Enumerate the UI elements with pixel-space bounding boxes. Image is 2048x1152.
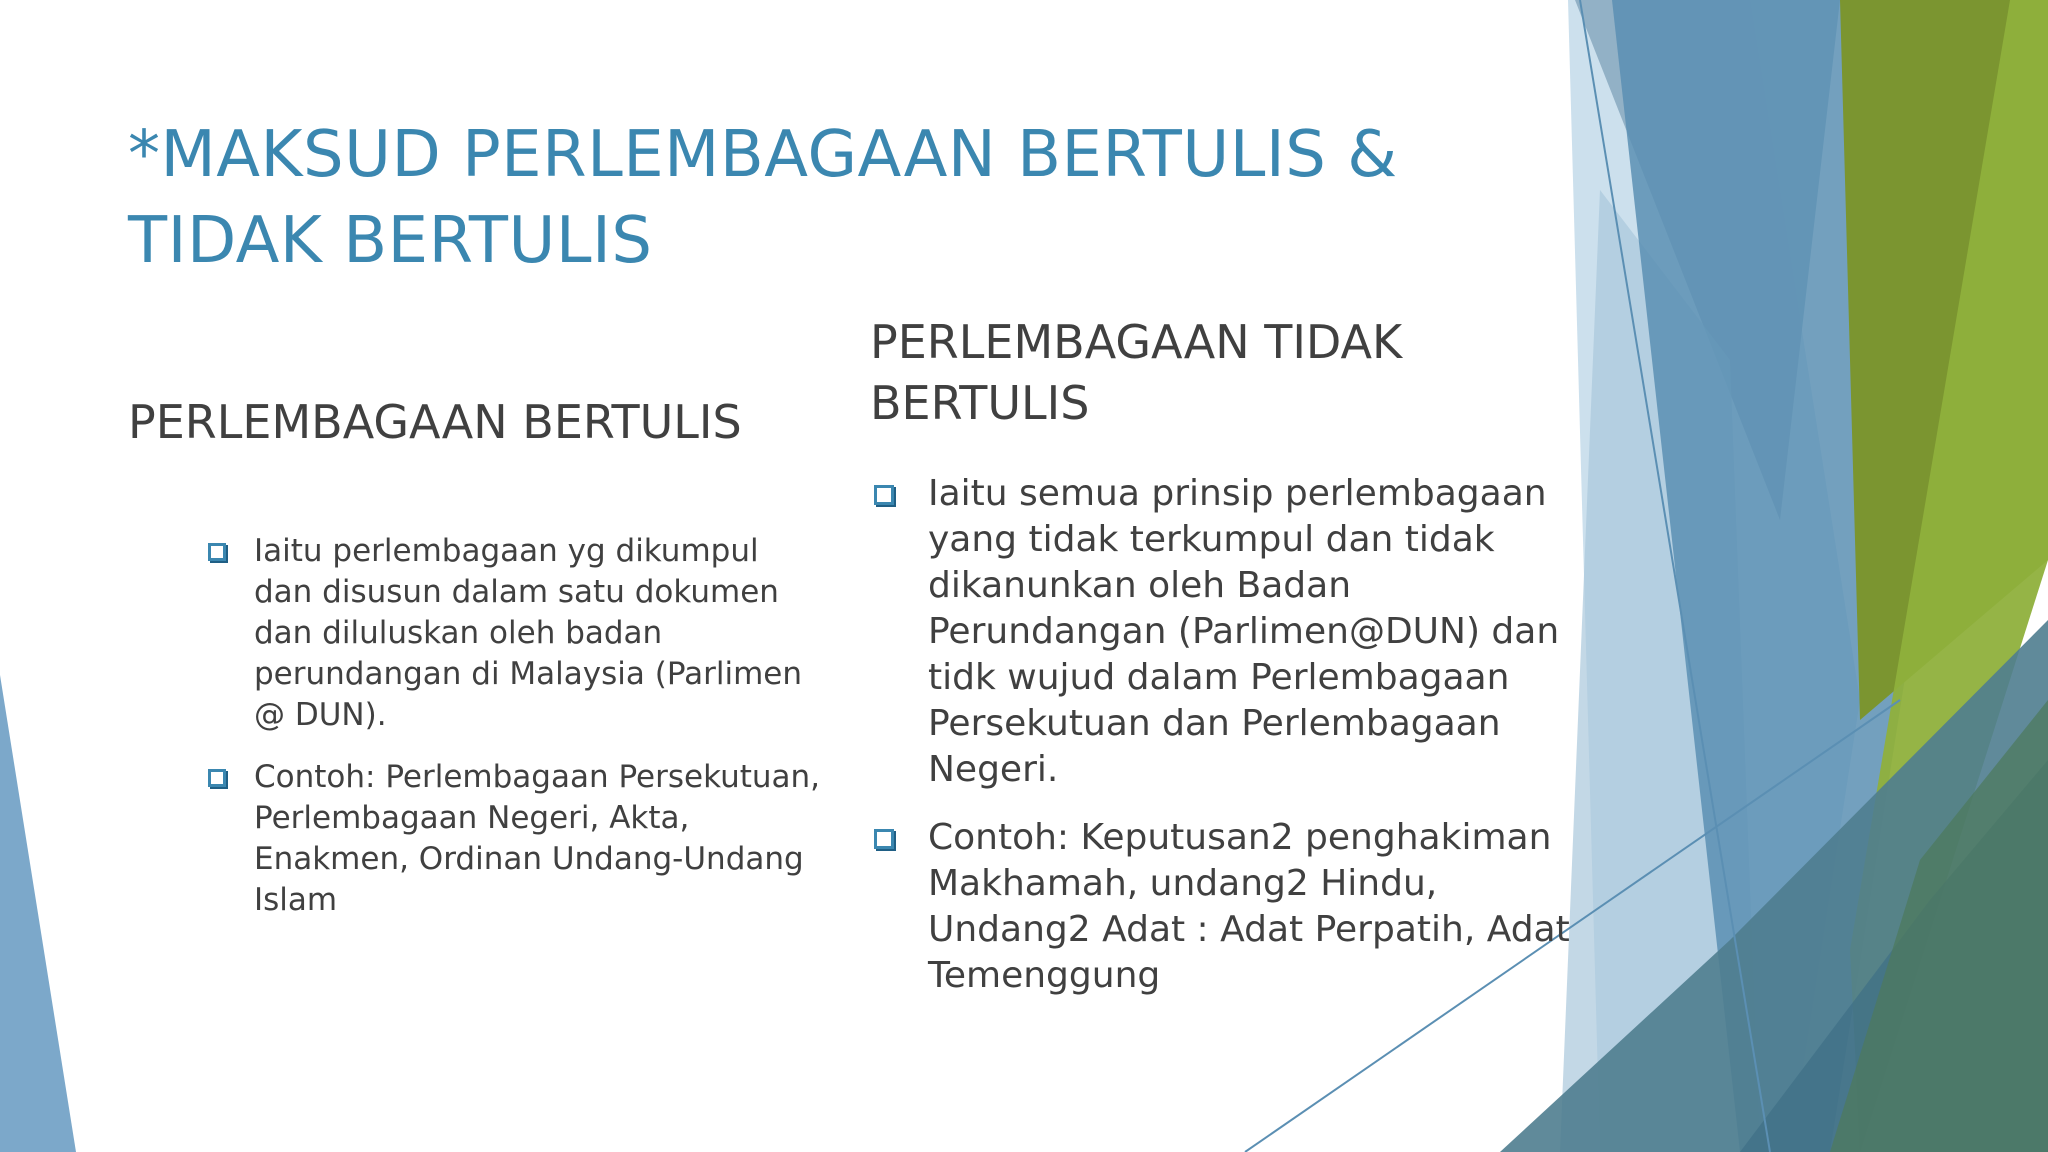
square-bullet-icon [208, 543, 226, 561]
left-column-heading: PERLEMBAGAAN BERTULIS [128, 395, 742, 449]
slide-title: *MAKSUD PERLEMBAGAAN BERTULIS & TIDAK BERTULIS [128, 118, 1398, 278]
right-bullet-item [870, 815, 1570, 999]
right-bullet-item [870, 471, 1570, 793]
right-bullet-list [870, 471, 1570, 1021]
right-column-heading: PERLEMBAGAAN TIDAK BERTULIS [870, 315, 1403, 430]
square-bullet-icon [208, 769, 226, 787]
left-bullet-text: Iaitu perlembagaan yg dikumpul dan disusun dalam satu dokumen dan diluluskan oleh badan perundangan di Malaysia (Parlimen @ DUN). [254, 533, 803, 733]
left-bullet-text: Contoh: Perlembagaan Persekutuan, Perlembagaan Negeri, Akta, Enakmen, Ordinan Undang-Undang Islam [254, 759, 821, 918]
left-accent-shape [0, 675, 76, 1152]
left-bullet-item [206, 531, 826, 736]
square-bullet-icon [874, 829, 894, 849]
square-bullet-icon [874, 485, 894, 505]
left-bullet-list [206, 531, 826, 942]
right-bullet-text: Contoh: Keputusan2 penghakiman Makhamah, undang2 Hindu, Undang2 Adat : Adat Perpatih, Adat Temenggung [928, 817, 1570, 996]
right-bullet-text: Iaitu semua prinsip perlembagaan yang tidak terkumpul dan tidak dikanunkan oleh Badan Perundangan (Parlimen@DUN) dan tidk wujud dalam Perlembagaan Persekutuan dan Perlembagaan Negeri. [928, 473, 1560, 790]
left-bullet-item [206, 757, 826, 921]
